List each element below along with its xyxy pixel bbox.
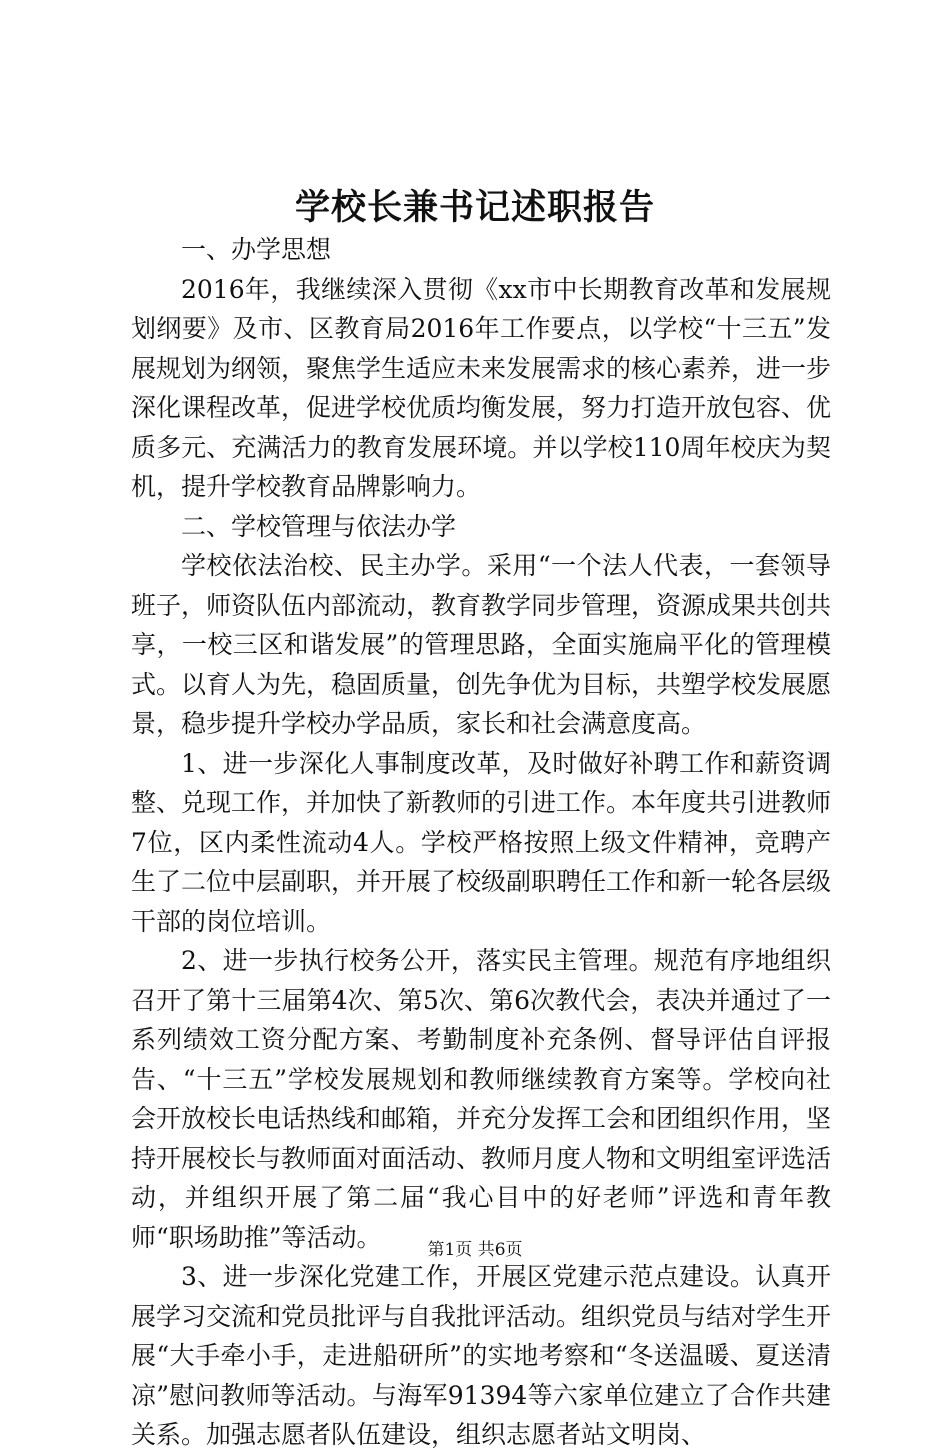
body-paragraph: 2016年，我继续深入贯彻《xx市中长期教育改革和发展规划纲要》及市、区教育局2016年工作要点，以学校“十三五”发展规划为纲领，聚焦学生适应未来发展需求的核心素养，进一步深化课程改革，促进学校优质均衡发展，努力打造开放包容、优质多元、充满活力的教育发展环境。并以学校110周年校庆为契机，提升学校教育品牌影响力。 bbox=[131, 274, 832, 501]
body-paragraph: 1、进一步深化人事制度改革，及时做好补聘工作和薪资调整、兑现工作，并加快了新教师的引进工作。本年度共引进教师7位，区内柔性流动4人。学校严格按照上级文件精神，竞聘产生了二位中层副职，并开展了校级副职聘任工作和新一轮各层级干部的岗位培训。 bbox=[131, 748, 832, 936]
body-paragraph: 学校依法治校、民主办学。采用“一个法人代表，一套领导班子，师资队伍内部流动，教育教学同步管理，资源成果共创共享，一校三区和谐发展”的管理思路，全面实施扁平化的管理模式。以育人为先，稳固质量，创先争优为目标，共塑学校发展愿景，稳步提升学校办学品质，家长和社会满意度高。 bbox=[131, 551, 832, 738]
document-body bbox=[131, 230, 831, 1455]
body-paragraph: 3、进一步深化党建工作，开展区党建示范点建设。认真开展学习交流和党员批评与自我批评活动。组织党员与结对学生开展“大手牵小手，走进船研所”的实地考察和“冬送温暖、夏送清凉”慰问教师等活动。与海军91394等六家单位建立了合作共建关系。加强志愿者队伍建设，组织志愿者站文明岗、 bbox=[131, 1262, 832, 1449]
body-paragraph: 2、进一步执行校务公开，落实民主管理。规范有序地组织召开了第十三届第4次、第5次、第6次教代会，表决并通过了一系列绩效工资分配方案、考勤制度补充条例、督导评估自评报告、“十三五”学校发展规划和教师继续教育方案等。学校向社会开放校长电话热线和邮箱，并充分发挥工会和团组织作用，坚持开展校长与教师面对面活动、教师月度人物和文明组室评选活动，并组织开展了第二届“我心目中的好老师”评选和青年教师“职场助推”等活动。 bbox=[131, 946, 832, 1252]
document-title: 学校长兼书记述职报告 bbox=[294, 187, 655, 228]
section-heading: 一、办学思想 bbox=[181, 235, 332, 264]
section-heading: 二、学校管理与依法办学 bbox=[181, 511, 457, 541]
page-footer: 第1页 共6页 bbox=[427, 1240, 523, 1260]
